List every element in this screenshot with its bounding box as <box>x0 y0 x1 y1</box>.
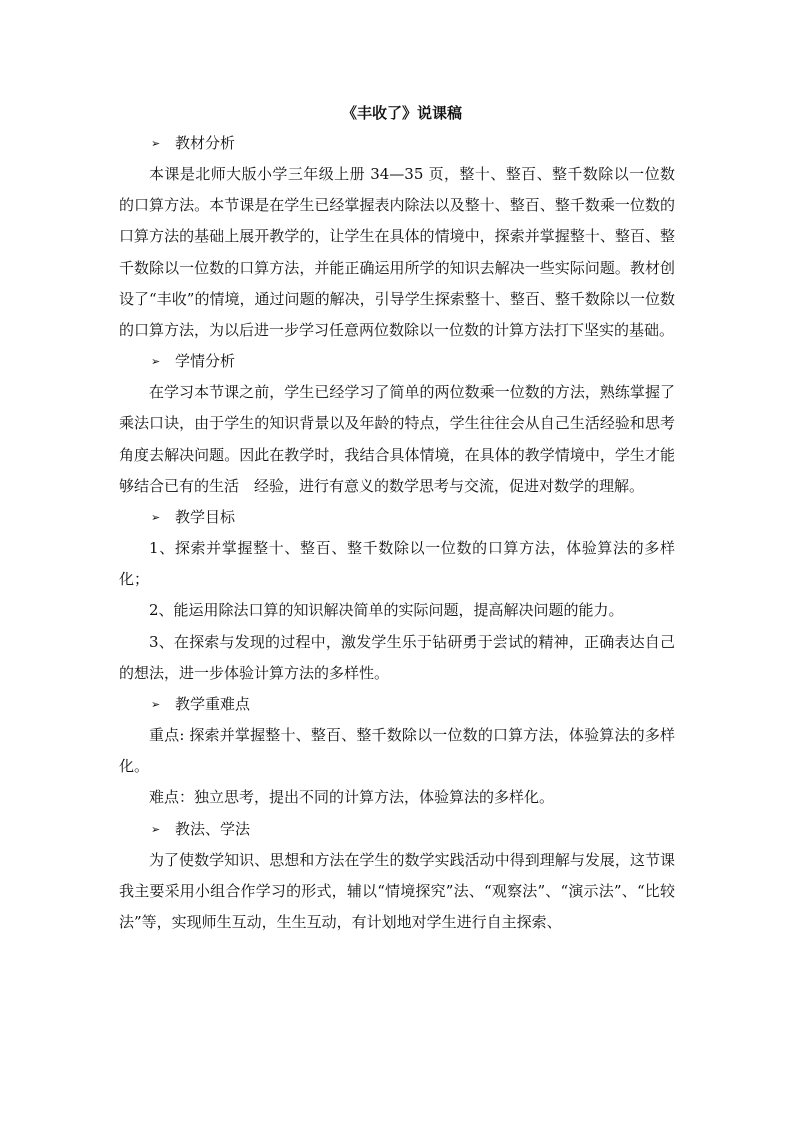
section-heading <box>119 502 675 533</box>
section-heading-text: 教学重难点 <box>175 695 251 714</box>
paragraph: 难点：独立思考，提出不同的计算方法，体验算法的多样化。 <box>149 788 555 807</box>
page-title: 《丰收了》说课稿 <box>341 104 462 122</box>
paragraph: 重点: 探索并掌握整十、整百、整千数除以一位数的口算方法，体验算法的多样化。 <box>119 726 675 776</box>
section-heading <box>119 689 675 720</box>
section-heading <box>119 346 675 377</box>
paragraph: 本课是北师大版小学三年级上册 34—35 页，整十、整百、整千数除以一位数的口算方法。本节课是在学生已经掌握表内除法以及整十、整百、整千数乘一位数的口算方法的基础上展开教学的，让学生在具体的情境中，探索并掌握整十、整百、整千数除以一位数的口算方法，并能正确运用所学的知识去解决一些实际问题。教材创设了“丰收”的情境，通过问题的解决，引导学生探索整十、整百、整千数除以一位数的口算方法，为以后进一步学习任意两位数除以一位数的计算方法打下坚实的基础。 <box>119 165 675 340</box>
arrow-bullet-icon: ➢ <box>151 137 161 150</box>
paragraph: 2、能运用除法口算的知识解决简单的实际问题，提高解决问题的能力。 <box>149 601 624 620</box>
section-heading-text: 教材分析 <box>175 134 236 152</box>
paragraph: 1、探索并掌握整十、整百、整千数除以一位数的口算方法，体验算法的多样化； <box>119 539 675 589</box>
arrow-bullet-icon: ➢ <box>151 822 161 836</box>
section-heading <box>119 814 675 845</box>
arrow-bullet-icon: ➢ <box>151 511 161 525</box>
arrow-bullet-icon: ➢ <box>151 698 161 712</box>
section-heading-text: 教学目标 <box>175 508 236 527</box>
document-body <box>119 98 675 938</box>
section-heading-text: 学情分析 <box>175 352 236 371</box>
arrow-bullet-icon: ➢ <box>151 355 161 369</box>
section-heading-text: 教法、学法 <box>175 819 251 838</box>
paragraph: 3、在探索与发现的过程中，激发学生乐于钻研勇于尝试的精神，正确表达自己的想法，进一步体验计算方法的多样性。 <box>119 632 675 682</box>
paragraph: 在学习本节课之前，学生已经学习了简单的两位数乘一位数的方法，熟练掌握了乘法口诀，由于学生的知识背景以及年龄的特点，学生往往会从自己生活经验和思考角度去解决问题。因此在教学时，我结合具体情境，在具体的教学情境中，学生才能够结合已有的生活 经验，进行有意义的数学思考与交流，促进对数学的理解。 <box>119 383 675 495</box>
section-heading <box>119 128 675 159</box>
paragraph: 为了使数学知识、思想和方法在学生的数学实践活动中得到理解与发展，这节课我主要采用小组合作学习的形式，辅以“情境探究”法、“观察法”、“演示法”、“比较法”等，实现师生互动，生生互动，有计划地对学生进行自主探索、 <box>119 850 675 932</box>
